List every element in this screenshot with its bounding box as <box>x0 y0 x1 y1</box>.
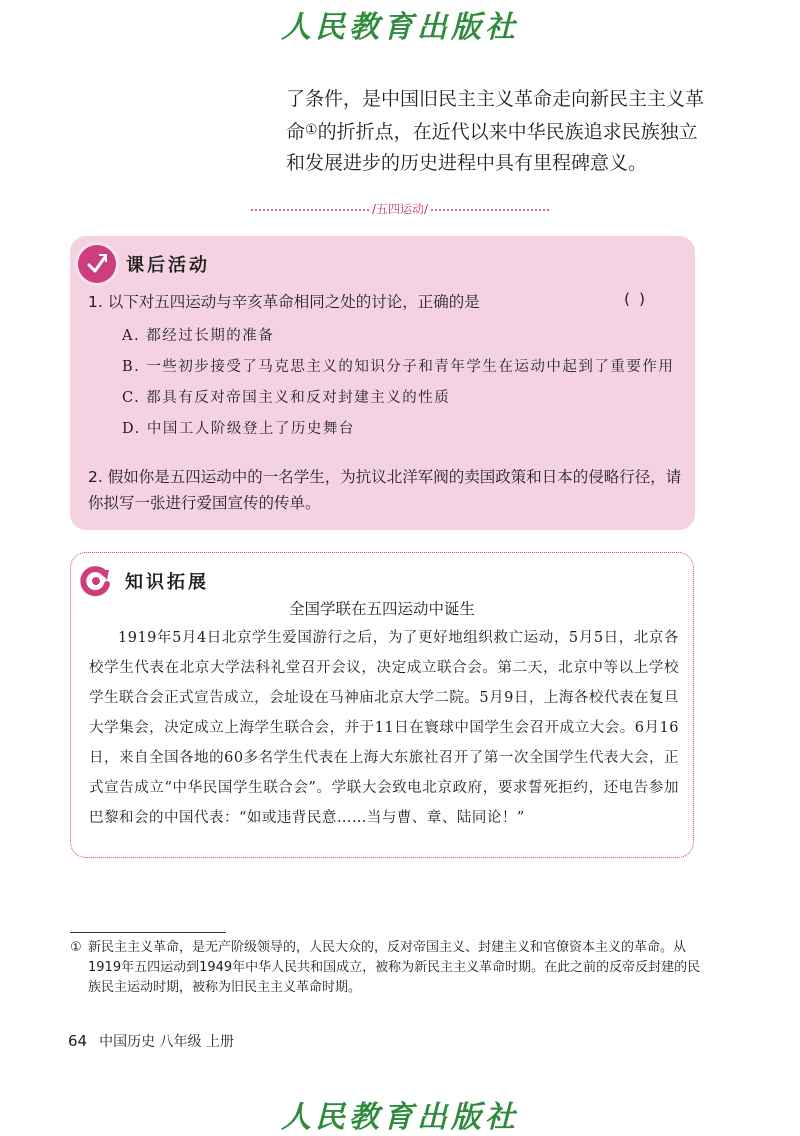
footnote <box>70 938 710 998</box>
section-divider <box>0 200 800 217</box>
footnote-rule <box>70 932 226 933</box>
publisher-logo-top: 人民教育出版社 <box>281 10 519 45</box>
activity-header <box>78 244 210 284</box>
footnote-mark: ① <box>70 940 82 955</box>
pencil-check-icon <box>78 245 116 283</box>
answer-paren: ( ) <box>624 290 648 308</box>
activity-title: 课后活动 <box>126 255 210 276</box>
extension-header <box>77 561 209 601</box>
extension-box <box>70 552 694 858</box>
intro-line-1: 了条件，是中国旧民主主义革命走向新民主主义革 <box>286 88 705 110</box>
footnote-marker: ① <box>305 122 318 138</box>
option-a: A. 都经过长期的准备 <box>122 328 275 344</box>
question-1: 1. 以下对五四运动与辛亥革命相同之处的讨论，正确的是 ( ) <box>88 290 648 311</box>
activity-box <box>70 236 695 530</box>
intro-paragraph <box>286 84 716 179</box>
publisher-logo-bottom: 人民教育出版社 <box>281 1100 519 1135</box>
page-footer <box>68 1031 234 1051</box>
refresh-arrow-icon <box>77 562 115 600</box>
intro-line-2: 命①的折折点，在近代以来中华民族追求民族独立 <box>286 121 698 143</box>
page-number: 64 <box>68 1032 88 1050</box>
extension-body: 1919年5月4日北京学生爱国游行之后，为了更好地组织救亡运动，5月5日，北京各校学生代表在北京大学法科礼堂召开会议，决定成立联合会。第二天，北京中等以上学校学生联合会正式宣告成立，会址设在马神庙北京大学二院。5月9日，上海各校代表在复旦大学集会，决定成立上海学生联合会，并于11日在寰球中国学生会召开成立大会。6月16日，来自全国各地的60多名学生代表在上海大东旅社召开了第一次全国学生代表大会，正式宣告成立“中华民国学生联合会”。学联大会致电北京政府，要求誓死拒约，还电告参加巴黎和会的中国代表：“如或违背民意……当与曹、章、陆同论！” <box>89 630 679 826</box>
footnote-text: 新民主主义革命，是无产阶级领导的，人民大众的，反对帝国主义、封建主义和官僚资本主义的革命。从1919年五四运动到1949年中华人民共和国成立，被称为新民主主义革命时期。在此之前的反帝反封建的民族民主运动时期，被称为旧民主主义革命时期。 <box>88 940 701 995</box>
book-title: 中国历史 八年级 上册 <box>99 1034 234 1050</box>
intro-line-3: 和发展进步的历史进程中具有里程碑意义。 <box>286 152 648 174</box>
section-label: /五四运动/ <box>371 202 429 216</box>
option-c: C. 都具有反对帝国主义和反对封建主义的性质 <box>122 390 451 406</box>
option-d: D. 中国工人阶级登上了历史舞台 <box>122 421 355 437</box>
extension-subtitle: 全国学联在五四运动中诞生 <box>288 600 475 618</box>
question-2: 2. 假如你是五四运动中的一名学生，为抗议北洋军阀的卖国政策和日本的侵略行径，请你拟写一张进行爱国宣传的传单。 <box>88 468 682 512</box>
extension-title: 知识拓展 <box>125 572 209 593</box>
option-b: B. 一些初步接受了马克思主义的知识分子和青年学生在运动中起到了重要作用 <box>122 359 675 375</box>
